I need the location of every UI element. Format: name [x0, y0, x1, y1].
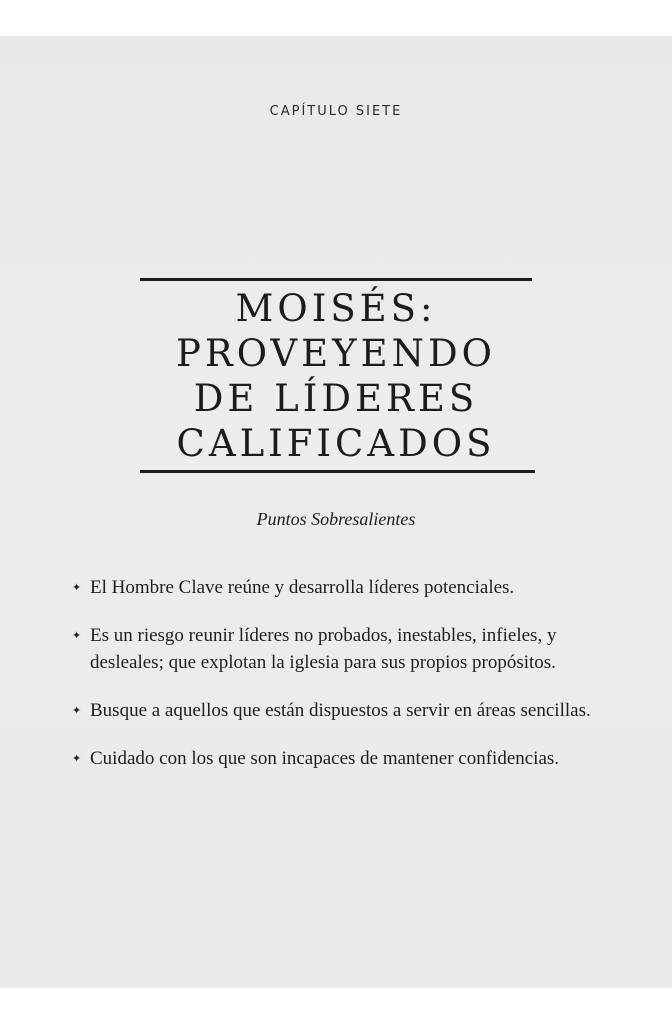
chapter-title — [0, 286, 672, 466]
title-line: DE LÍDERES — [193, 377, 479, 420]
title-line: MOISÉS: — [235, 287, 437, 330]
diamond-bullet-icon: ✦ — [72, 582, 82, 594]
list-item — [72, 574, 632, 601]
title-rule-bottom — [140, 470, 535, 473]
section-subtitle: Puntos Sobresalientes — [256, 509, 416, 529]
diamond-bullet-icon: ✦ — [72, 705, 82, 717]
book-page — [0, 36, 672, 988]
chapter-label: CAPÍTULO SIETE — [269, 104, 403, 119]
title-line: CALIFICADOS — [176, 422, 496, 465]
highlight-points-list — [72, 574, 632, 793]
point-text: Busque a aquellos que están dispuestos a servir en áreas sencillas. — [90, 700, 591, 721]
list-item — [72, 745, 632, 772]
point-text: El Hombre Clave reúne y desarrolla líderes potenciales. — [90, 577, 515, 598]
diamond-bullet-icon: ✦ — [72, 630, 82, 642]
point-text: Cuidado con los que son incapaces de mantener confidencias. — [90, 748, 560, 769]
title-rule-top — [140, 278, 532, 281]
list-item — [72, 622, 632, 676]
list-item — [72, 697, 632, 724]
point-text: Es un riesgo reunir líderes no probados, inestables, infieles, y desleales; que explotan la iglesia para sus propios propósitos. — [90, 625, 557, 673]
diamond-bullet-icon: ✦ — [72, 753, 82, 765]
title-line: PROVEYENDO — [176, 332, 496, 375]
